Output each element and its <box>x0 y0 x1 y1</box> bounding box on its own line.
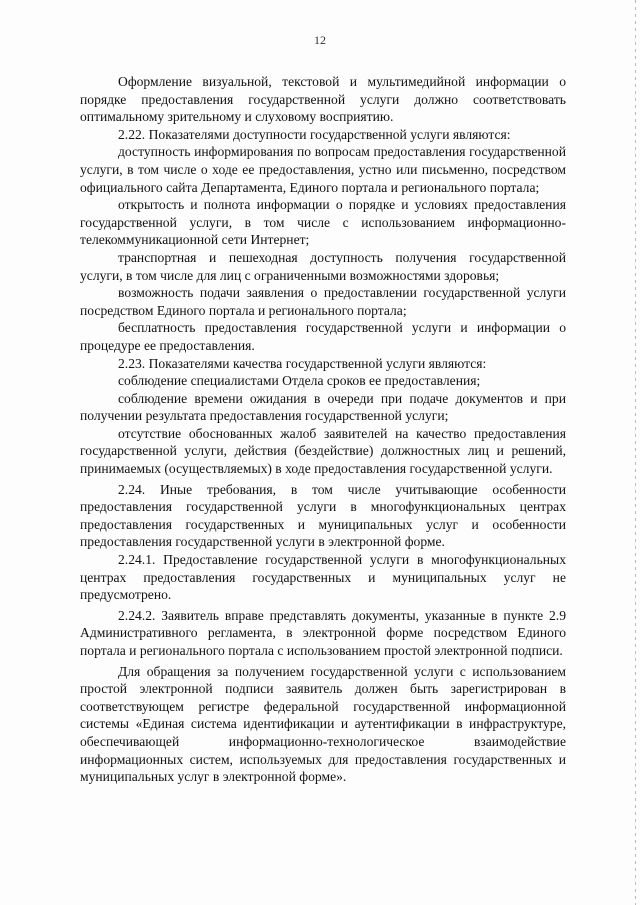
paragraph-2-24: 2.24. Иные требования, в том числе учитывающие особенности предоставления государственной услуги в многофункциональных центрах предоставления государственных и муниципальных услуг и особенности предоставления государственной услуги в электронной форме. <box>80 481 566 550</box>
paragraph-2-23-heading: 2.23. Показателями качества государственной услуги являются: <box>118 355 487 371</box>
paragraph-waiting-time: соблюдение времени ожидания в очереди при подаче документов и при получении результата предоставления государственной услуги; <box>80 390 566 424</box>
paragraph-2-24-1: 2.24.1. Предоставление государственной услуги в многофункциональных центрах предоставления государственных и муниципальных услуг не предусмотрено. <box>80 552 566 603</box>
paragraph-free-of-charge: бесплатность предоставления государственной услуги и информации о процедуре ее предоставления. <box>80 320 566 353</box>
document-body <box>80 73 566 786</box>
paragraph-2-22-heading: 2.22. Показателями доступности государственной услуги являются: <box>118 126 511 142</box>
paragraph-deadlines: соблюдение специалистами Отдела сроков ее предоставления; <box>118 373 481 389</box>
paragraph-application-possibility: возможность подачи заявления о предоставлении государственной услуги посредством Единого портала и регионального портала; <box>80 285 566 318</box>
paragraph-openness: открытость и полнота информации о порядке и условиях предоставления государственной услуги, в том числе с использованием информационно-телекоммуникационной сети Интернет; <box>80 197 566 248</box>
paragraph-informing-accessibility: доступность информирования по вопросам предоставления государственной услуги, в том числе о ходе ее предоставления, устно или письменно, посредством официального сайта Департамента, Единого портала и регионального портала; <box>80 144 566 195</box>
paragraph-no-complaints: отсутствие обоснованных жалоб заявителей на качество предоставления государственной услуги, действия (бездействие) должностных лиц и решений, принимаемых (осуществляемых) в ходе предоставления государственной услуги. <box>80 425 566 477</box>
paragraph-visual-info: Оформление визуальной, текстовой и мультимедийной информации о порядке предоставления государственной услуги должно соответствовать оптимальному зрительному и слуховому восприятию. <box>80 74 566 125</box>
scan-edge <box>635 0 636 905</box>
page-number: 12 <box>314 33 326 47</box>
paragraph-esia-registration: Для обращения за получением государственной услуги с использованием простой электронной подписи заявитель должен быть зарегистрирован в соответствующем регистре федеральной государственной информационной системы «Единая система идентификации и аутентификации в инфраструктуре, обеспечивающей информационно-технологическое взаимодействие информационных систем, используемых для предоставления государственных и муниципальных услуг в электронной форме». <box>80 663 566 785</box>
paragraph-transport-accessibility: транспортная и пешеходная доступность получения государственной услуги, в том числе для лиц с ограниченными возможностями здоровья; <box>80 249 566 283</box>
paragraph-2-24-2: 2.24.2. Заявитель вправе представлять документы, указанные в пункте 2.9 Административного регламента, в электронной форме посредством Единого портала и регионального портала с использованием простой электронной подписи. <box>80 607 566 658</box>
